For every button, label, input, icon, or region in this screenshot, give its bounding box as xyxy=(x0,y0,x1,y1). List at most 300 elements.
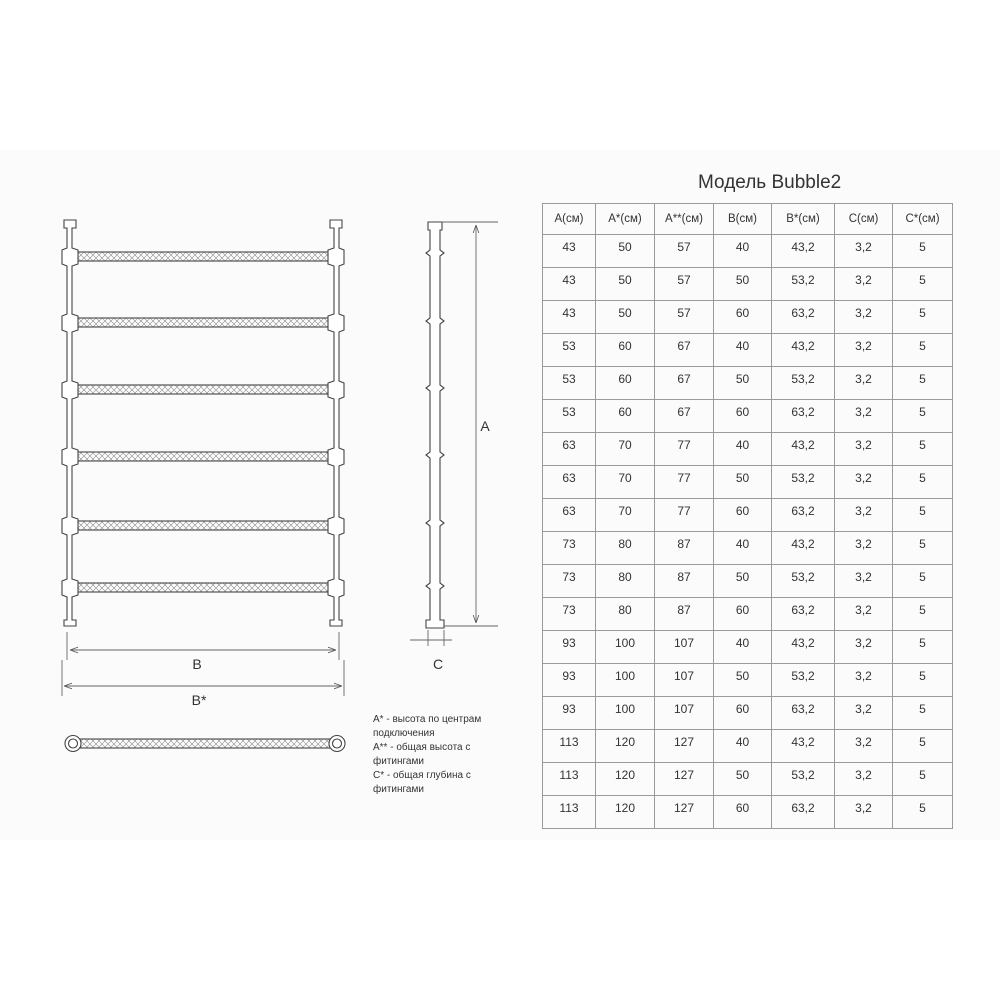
table-cell-value: 57 xyxy=(677,240,691,254)
table-row xyxy=(543,466,953,499)
table-cell xyxy=(893,796,953,829)
table-cell-value: 60 xyxy=(735,603,750,617)
table-row xyxy=(543,301,953,334)
table-cell-value: 40 xyxy=(735,735,750,749)
table-cell xyxy=(835,268,893,301)
table-cell xyxy=(772,301,835,334)
table-cell-value: 50 xyxy=(735,273,750,287)
table-cell-value: 53 xyxy=(562,372,576,386)
table-cell xyxy=(714,598,772,631)
table-cell-value: 80 xyxy=(618,537,632,551)
table-cell xyxy=(596,631,655,664)
table-cell xyxy=(596,697,655,730)
table-cell xyxy=(596,565,655,598)
table-cell-value: 53,2 xyxy=(791,471,815,485)
table-cell-value: 3,2 xyxy=(855,438,872,452)
table-cell-value: 63,2 xyxy=(791,702,815,716)
table-cell xyxy=(543,367,596,400)
table-cell xyxy=(714,301,772,334)
table-cell xyxy=(772,664,835,697)
table-row xyxy=(543,334,953,367)
table-cell xyxy=(655,433,714,466)
table-cell-value: 53,2 xyxy=(791,273,815,287)
table-cell xyxy=(655,532,714,565)
note-line: A* - высота по центрам xyxy=(373,714,482,725)
table-cell xyxy=(714,796,772,829)
table-cell-value: 50 xyxy=(735,471,750,485)
dimension-lines xyxy=(62,632,344,696)
table-cell xyxy=(772,631,835,664)
table-cell-value: 113 xyxy=(559,735,579,749)
table-cell-value: 5 xyxy=(919,240,926,254)
table-cell xyxy=(714,433,772,466)
table-cell-value: 80 xyxy=(618,570,632,584)
note-line: фитингами xyxy=(373,784,424,795)
table-cell xyxy=(596,730,655,763)
table-cell-value: 73 xyxy=(562,537,576,551)
table-cell xyxy=(835,400,893,433)
table-cell-value: 43,2 xyxy=(791,438,815,452)
table-row xyxy=(543,499,953,532)
table-cell-value: 63,2 xyxy=(791,603,815,617)
table-cell-value: 5 xyxy=(919,603,926,617)
table-cell xyxy=(543,400,596,433)
table-cell-value: 63,2 xyxy=(791,504,815,518)
table-cell-value: 63,2 xyxy=(791,306,815,320)
side-view xyxy=(410,222,498,646)
rail-bars xyxy=(72,252,334,592)
table-cell xyxy=(835,466,893,499)
table-cell xyxy=(655,367,714,400)
table-cell-value: 3,2 xyxy=(855,339,872,353)
table-cell xyxy=(596,763,655,796)
table-cell xyxy=(772,235,835,268)
table-cell xyxy=(543,763,596,796)
table-cell xyxy=(596,598,655,631)
table-cell-value: 3,2 xyxy=(855,372,872,386)
table-cell xyxy=(596,466,655,499)
table-cell xyxy=(893,664,953,697)
table-cell xyxy=(714,763,772,796)
table-cell-value: 5 xyxy=(919,306,926,320)
table-cell-value: 3,2 xyxy=(855,306,872,320)
dimension-a-label: A xyxy=(480,418,490,434)
table-cell xyxy=(893,763,953,796)
table-row xyxy=(543,763,953,796)
table-cell-value: 40 xyxy=(735,438,750,452)
table-cell-value: 57 xyxy=(677,306,691,320)
rail-bar xyxy=(72,521,334,530)
table-cell xyxy=(714,697,772,730)
table-cell-value: 5 xyxy=(919,471,926,485)
table-cell-value: 93 xyxy=(562,636,576,650)
table-cell-value: 87 xyxy=(677,603,691,617)
table-cell-value: 40 xyxy=(735,537,750,551)
table-cell xyxy=(655,334,714,367)
table-cell-value: 73 xyxy=(562,570,576,584)
table-cell-value: 120 xyxy=(614,801,636,815)
table-cell-value: 93 xyxy=(562,702,576,716)
table-cell-value: 53,2 xyxy=(791,372,815,386)
table-cell xyxy=(772,466,835,499)
table-cell xyxy=(596,532,655,565)
table-cell xyxy=(543,301,596,334)
table-cell xyxy=(714,400,772,433)
table-cell xyxy=(596,334,655,367)
table-cell xyxy=(835,433,893,466)
note-line: A** - общая высота с xyxy=(373,742,471,753)
right-post xyxy=(328,220,344,626)
top-view-bar xyxy=(78,739,330,748)
table-cell xyxy=(893,565,953,598)
table-cell xyxy=(835,664,893,697)
table-cell-value: 60 xyxy=(735,702,750,716)
table-cell-value: 43,2 xyxy=(791,636,815,650)
table-cell-value: 3,2 xyxy=(855,669,872,683)
table-cell-value: 50 xyxy=(735,570,750,584)
table-cell xyxy=(543,598,596,631)
table-cell xyxy=(835,763,893,796)
table-cell xyxy=(655,796,714,829)
table-cell-value: 60 xyxy=(735,306,750,320)
table-cell xyxy=(835,235,893,268)
table-row xyxy=(543,400,953,433)
table-cell xyxy=(714,268,772,301)
table-cell xyxy=(893,598,953,631)
table-cell xyxy=(714,466,772,499)
table-row xyxy=(543,235,953,268)
table-cell xyxy=(543,235,596,268)
table-cell-value: 5 xyxy=(919,504,926,518)
table-cell xyxy=(596,664,655,697)
table-cell xyxy=(543,796,596,829)
table-cell xyxy=(543,268,596,301)
table-row xyxy=(543,697,953,730)
table-cell-value: 5 xyxy=(919,537,926,551)
table-cell-value: 3,2 xyxy=(855,504,872,518)
dimension-c-label: C xyxy=(432,656,444,672)
table-row xyxy=(543,598,953,631)
table-cell-value: 107 xyxy=(673,669,695,683)
table-cell-value: 50 xyxy=(618,273,632,287)
dimension-b-star-label: B* xyxy=(191,692,207,708)
table-cell xyxy=(772,697,835,730)
table-cell xyxy=(835,532,893,565)
table-cell-value: 40 xyxy=(735,240,750,254)
table-cell-value: 113 xyxy=(559,768,579,782)
table-cell-value: 43 xyxy=(562,240,576,254)
table-cell-value: 60 xyxy=(618,372,632,386)
table-cell xyxy=(543,631,596,664)
table-row xyxy=(543,433,953,466)
legend-notes xyxy=(373,713,523,797)
table-cell-value: 43 xyxy=(562,273,576,287)
table-cell-value: 3,2 xyxy=(855,570,872,584)
table-cell xyxy=(543,664,596,697)
table-cell xyxy=(835,301,893,334)
table-cell xyxy=(596,400,655,433)
table-cell-value: 100 xyxy=(614,636,636,650)
table-cell-value: 60 xyxy=(618,405,632,419)
table-cell xyxy=(772,367,835,400)
table-cell-value: 40 xyxy=(735,636,750,650)
table-cell-value: 53 xyxy=(562,405,576,419)
table-cell-value: 53,2 xyxy=(791,570,815,584)
table-header-row xyxy=(543,204,953,235)
table-cell-value: 5 xyxy=(919,570,926,584)
table-cell xyxy=(772,730,835,763)
table-cell-value: 53,2 xyxy=(791,669,815,683)
table-cell-value: 77 xyxy=(677,438,691,452)
table-cell xyxy=(655,400,714,433)
table-cell-value: 120 xyxy=(614,735,636,749)
table-cell xyxy=(543,532,596,565)
table-cell-value: 93 xyxy=(562,669,576,683)
table-cell xyxy=(543,466,596,499)
table-cell xyxy=(655,697,714,730)
table-cell xyxy=(655,466,714,499)
table-cell-value: 50 xyxy=(618,306,632,320)
table-cell xyxy=(596,301,655,334)
table-cell-value: 53,2 xyxy=(791,768,815,782)
table-cell-value: 3,2 xyxy=(855,405,872,419)
table-cell xyxy=(596,796,655,829)
table-cell-value: 5 xyxy=(919,735,926,749)
table-cell-value: 63 xyxy=(562,504,576,518)
table-cell xyxy=(543,697,596,730)
table-cell xyxy=(655,565,714,598)
table-cell-value: 3,2 xyxy=(855,537,872,551)
table-cell xyxy=(772,565,835,598)
table-cell-value: 5 xyxy=(919,801,926,815)
table-cell xyxy=(772,532,835,565)
table-cell-value: 77 xyxy=(677,471,691,485)
table-cell-value: 43,2 xyxy=(791,537,815,551)
table-cell-value: 40 xyxy=(735,339,750,353)
table-cell-value: 60 xyxy=(735,405,750,419)
table-cell-value: 5 xyxy=(919,372,926,386)
table-cell xyxy=(714,532,772,565)
table-cell xyxy=(893,730,953,763)
table-cell-value: 43,2 xyxy=(791,339,815,353)
table-row xyxy=(543,631,953,664)
header-a-double-star: A**(см) xyxy=(655,204,714,235)
table-cell xyxy=(835,598,893,631)
table-cell-value: 113 xyxy=(559,801,579,815)
table-cell-value: 5 xyxy=(919,702,926,716)
table-row xyxy=(543,565,953,598)
table-cell xyxy=(893,697,953,730)
table-cell-value: 43,2 xyxy=(791,735,815,749)
table-cell xyxy=(655,631,714,664)
table-cell xyxy=(596,367,655,400)
table-cell-value: 63,2 xyxy=(791,405,815,419)
table-cell xyxy=(893,433,953,466)
rail-bar xyxy=(72,385,334,394)
table-cell-value: 107 xyxy=(673,636,695,650)
table-cell xyxy=(714,664,772,697)
table-cell-value: 127 xyxy=(673,768,695,782)
table-cell-value: 87 xyxy=(677,570,691,584)
header-a: A(см) xyxy=(543,204,596,235)
table-cell xyxy=(543,730,596,763)
dimension-b-label: B xyxy=(192,656,202,672)
table-cell xyxy=(543,499,596,532)
table-cell-value: 127 xyxy=(673,801,695,815)
table-cell xyxy=(835,334,893,367)
table-cell xyxy=(772,268,835,301)
table-cell xyxy=(655,301,714,334)
table-cell xyxy=(714,631,772,664)
table-cell xyxy=(772,499,835,532)
table-cell xyxy=(655,235,714,268)
table-cell-value: 53 xyxy=(562,339,576,353)
table-cell-value: 50 xyxy=(618,240,632,254)
table-cell-value: 70 xyxy=(618,471,632,485)
table-cell-value: 3,2 xyxy=(855,735,872,749)
table-cell xyxy=(543,565,596,598)
top-view xyxy=(65,736,345,752)
table-cell-value: 5 xyxy=(919,273,926,287)
spec-table xyxy=(542,203,953,829)
table-row xyxy=(543,796,953,829)
table-cell xyxy=(655,268,714,301)
table-row xyxy=(543,268,953,301)
table-cell xyxy=(655,598,714,631)
table-cell-value: 87 xyxy=(677,537,691,551)
table-row xyxy=(543,532,953,565)
table-cell-value: 60 xyxy=(735,801,750,815)
table-cell xyxy=(893,367,953,400)
table-cell-value: 5 xyxy=(919,636,926,650)
table-cell-value: 43 xyxy=(562,306,576,320)
table-cell-value: 3,2 xyxy=(855,603,872,617)
table-cell xyxy=(835,796,893,829)
table-cell xyxy=(543,334,596,367)
table-cell xyxy=(714,499,772,532)
table-cell xyxy=(893,631,953,664)
table-cell-value: 67 xyxy=(677,372,691,386)
table-cell xyxy=(835,730,893,763)
table-row xyxy=(543,367,953,400)
table-cell xyxy=(714,730,772,763)
table-cell xyxy=(893,268,953,301)
table-cell xyxy=(772,334,835,367)
table-cell xyxy=(772,796,835,829)
table-cell xyxy=(655,763,714,796)
table-cell xyxy=(893,334,953,367)
table-cell xyxy=(655,730,714,763)
rail-bar xyxy=(72,318,334,327)
top-view-right-fitting xyxy=(329,736,345,752)
table-cell xyxy=(714,334,772,367)
table-cell-value: 3,2 xyxy=(855,702,872,716)
table-cell xyxy=(772,598,835,631)
header-a-star: A*(см) xyxy=(596,204,655,235)
table-cell-value: 67 xyxy=(677,405,691,419)
table-cell-value: 60 xyxy=(735,504,750,518)
table-cell xyxy=(714,235,772,268)
table-row xyxy=(543,730,953,763)
table-cell-value: 70 xyxy=(618,438,632,452)
table-cell-value: 3,2 xyxy=(855,240,872,254)
table-cell-value: 107 xyxy=(673,702,695,716)
table-cell-value: 77 xyxy=(677,504,691,518)
table-cell-value: 3,2 xyxy=(855,471,872,485)
table-cell-value: 63,2 xyxy=(791,801,815,815)
table-cell xyxy=(893,301,953,334)
table-cell-value: 80 xyxy=(618,603,632,617)
table-cell xyxy=(596,499,655,532)
table-cell-value: 50 xyxy=(735,669,750,683)
table-cell xyxy=(596,433,655,466)
table-cell xyxy=(655,664,714,697)
note-line: фитингами xyxy=(373,756,424,767)
table-cell xyxy=(772,763,835,796)
table-cell-value: 50 xyxy=(735,768,750,782)
table-cell xyxy=(893,235,953,268)
table-cell xyxy=(596,268,655,301)
table-cell-value: 67 xyxy=(677,339,691,353)
table-cell-value: 43,2 xyxy=(791,240,815,254)
table-cell xyxy=(655,499,714,532)
table-cell xyxy=(893,532,953,565)
table-cell-value: 100 xyxy=(614,702,636,716)
page-title: Модель Bubble2 xyxy=(698,172,842,193)
table-cell-value: 5 xyxy=(919,768,926,782)
table-cell-value: 100 xyxy=(614,669,636,683)
table-cell-value: 5 xyxy=(919,405,926,419)
table-cell-value: 3,2 xyxy=(855,768,872,782)
table-cell xyxy=(772,433,835,466)
table-cell-value: 73 xyxy=(562,603,576,617)
table-cell-value: 63 xyxy=(562,438,576,452)
top-view-left-fitting xyxy=(65,736,81,752)
table-cell xyxy=(714,565,772,598)
table-cell-value: 5 xyxy=(919,339,926,353)
note-line: подключения xyxy=(373,728,435,739)
table-cell xyxy=(893,400,953,433)
table-cell xyxy=(835,697,893,730)
table-cell xyxy=(596,235,655,268)
table-cell-value: 70 xyxy=(618,504,632,518)
table-cell xyxy=(543,433,596,466)
table-cell-value: 50 xyxy=(735,372,750,386)
table-cell xyxy=(835,367,893,400)
table-cell-value: 57 xyxy=(677,273,691,287)
table-cell xyxy=(893,466,953,499)
side-post xyxy=(426,222,444,628)
table-cell-value: 63 xyxy=(562,471,576,485)
table-cell xyxy=(772,400,835,433)
header-b: B(см) xyxy=(714,204,772,235)
rail-bar xyxy=(72,252,334,261)
table-cell-value: 120 xyxy=(614,768,636,782)
header-c: C(см) xyxy=(835,204,893,235)
header-b-star: B*(см) xyxy=(772,204,835,235)
table-cell xyxy=(835,631,893,664)
note-line: C* - общая глубина с xyxy=(373,770,471,781)
left-post xyxy=(62,220,78,626)
table-cell-value: 5 xyxy=(919,669,926,683)
front-view xyxy=(62,220,344,626)
table-cell-value: 60 xyxy=(618,339,632,353)
table-cell-value: 3,2 xyxy=(855,801,872,815)
table-cell-value: 127 xyxy=(673,735,695,749)
table-cell xyxy=(835,565,893,598)
table-row xyxy=(543,664,953,697)
rail-bar xyxy=(72,583,334,592)
